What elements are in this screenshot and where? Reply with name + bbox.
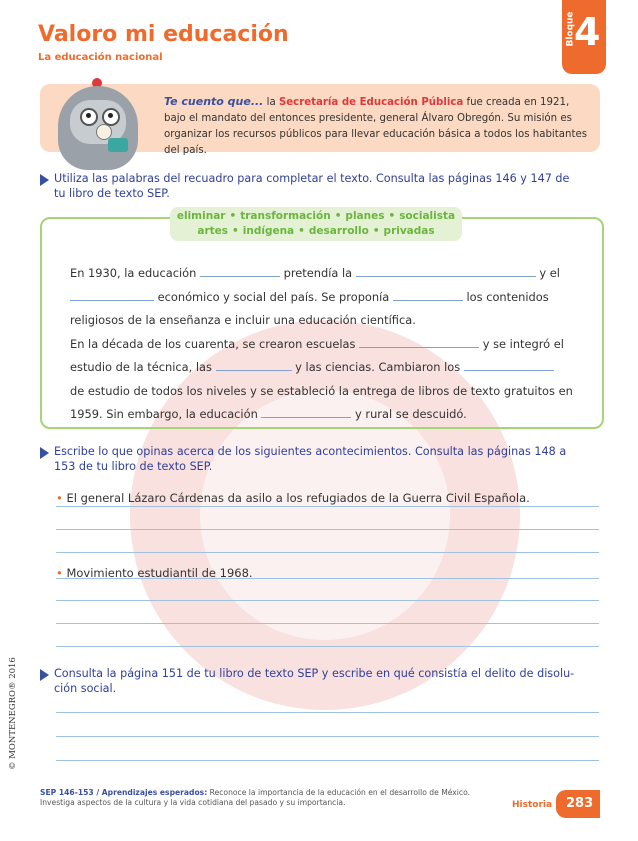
- write-line[interactable]: [56, 623, 599, 624]
- fill-line-3: religiosos de la enseñanza e incluir una educación científica.: [70, 313, 416, 327]
- blank-field[interactable]: [464, 370, 554, 371]
- word: transformación: [240, 210, 331, 222]
- write-line[interactable]: [56, 506, 599, 507]
- footer-line-1: [40, 788, 500, 798]
- text-segment: y el: [539, 266, 560, 280]
- word-separator: •: [334, 210, 342, 222]
- robot-pupil-left: [86, 113, 91, 118]
- word: eliminar: [176, 210, 226, 222]
- bullet-dot: •: [56, 566, 63, 580]
- activity3-instruction-line1: Consulta la página 151 de tu libro de texto SEP y escribe en qué consistía el delito de disolu-: [54, 667, 575, 680]
- event-text: El general Lázaro Cárdenas da asilo a los refugiados de la Guerra Civil Española.: [66, 491, 530, 505]
- footer-code: SEP 146-153 / Aprendizajes esperados:: [40, 788, 208, 797]
- event-item-1: [56, 491, 530, 505]
- word: desarrollo: [308, 225, 369, 237]
- intro-part2: fue creada en 1921, bajo el mandato del entonces presidente, general Álvaro Obregón. Su misión es organizar los recursos públicos para llevar educación básica a todos los habitantes del país.: [164, 97, 588, 156]
- text-segment: En la década de los cuarenta, se crearon escuelas: [70, 336, 356, 351]
- write-line[interactable]: [56, 578, 599, 579]
- arrow-icon: [40, 174, 49, 186]
- text-segment: 1959. Sin embargo, la educación: [70, 407, 258, 421]
- word: indígena: [242, 225, 295, 237]
- word-box: [170, 207, 462, 241]
- blank-field[interactable]: [356, 276, 536, 277]
- word-row-2: [170, 225, 462, 237]
- fill-line-7: [70, 403, 590, 427]
- text-segment: estudio de la técnica, las: [70, 360, 212, 374]
- word-row-1: [170, 210, 462, 222]
- fill-line-5: [70, 356, 590, 380]
- page-subtitle: La educación nacional: [38, 52, 163, 63]
- event-text: Movimiento estudiantil de 1968.: [66, 566, 253, 580]
- page-number: 283: [566, 796, 594, 811]
- text-segment: En 1930, la educación: [70, 266, 197, 280]
- word: planes: [345, 210, 385, 222]
- word-separator: •: [298, 225, 305, 237]
- subject-label: Historia: [512, 800, 553, 810]
- text-segment: y las ciencias. Cambiaron los: [295, 360, 461, 374]
- blank-field[interactable]: [216, 370, 292, 371]
- activity2-instruction-line2: 153 de tu libro de texto SEP.: [54, 460, 213, 473]
- robot-badge: [108, 138, 128, 152]
- write-line[interactable]: [56, 760, 599, 761]
- word-separator: •: [229, 210, 237, 222]
- fill-line-4: [70, 333, 590, 357]
- fill-text: [70, 262, 590, 427]
- blank-field[interactable]: [200, 276, 280, 277]
- fill-line-6: de estudio de todos los niveles y se estableció la entrega de libros de texto gratuitos en: [70, 383, 573, 398]
- intro-highlight: Secretaría de Educación Pública: [278, 97, 464, 108]
- fill-line-1: [70, 262, 590, 286]
- write-line[interactable]: [56, 712, 599, 713]
- word: artes: [197, 225, 229, 237]
- write-line[interactable]: [56, 736, 599, 737]
- footer-line-2: Investiga aspectos de la cultura y la vida cotidiana del pasado y su importancia.: [40, 798, 346, 807]
- word-separator: •: [232, 225, 239, 237]
- copyright-vertical: © MONTENEGRO® 2016: [8, 657, 18, 770]
- word-separator: •: [388, 210, 396, 222]
- fill-line-2: [70, 286, 590, 310]
- text-segment: económico y social del país. Se proponía: [157, 289, 390, 304]
- bloque-label: Bloque: [565, 11, 576, 47]
- footer-text: [40, 788, 500, 808]
- arrow-icon: [40, 447, 49, 459]
- write-line[interactable]: [56, 646, 599, 647]
- intro-lead: Te cuento que...: [164, 95, 264, 108]
- robot-pupil-right: [108, 113, 113, 118]
- blank-field[interactable]: [393, 300, 463, 301]
- bullet-dot: •: [56, 491, 63, 505]
- text-segment: los contenidos: [466, 289, 549, 304]
- activity1-instruction-line1: Utiliza las palabras del recuadro para completar el texto. Consulta las páginas 146 y 147 de: [54, 172, 570, 185]
- page-title: Valoro mi educación: [38, 22, 289, 47]
- blank-field[interactable]: [359, 347, 479, 348]
- text-segment: y rural se descuidó.: [355, 407, 467, 421]
- activity2-instruction-line1: Escribe lo que opinas acerca de los siguientes acontecimientos. Consulta las páginas 148 a: [54, 445, 567, 458]
- write-line[interactable]: [56, 552, 599, 553]
- activity3-instruction-line2: ción social.: [54, 682, 117, 695]
- word: privadas: [383, 225, 435, 237]
- text-segment: pretendía la: [283, 266, 353, 280]
- word-separator: •: [372, 225, 380, 237]
- activity1-instruction-line2: tu libro de texto SEP.: [54, 187, 170, 200]
- write-line[interactable]: [56, 529, 599, 530]
- blank-field[interactable]: [261, 417, 351, 418]
- intro-part1: la: [266, 97, 279, 108]
- footer-text1: Reconoce la importancia de la educación en el desarrollo de México.: [207, 788, 471, 797]
- bloque-number: 4: [574, 10, 601, 54]
- write-line[interactable]: [56, 600, 599, 601]
- arrow-icon: [40, 669, 49, 681]
- blank-field[interactable]: [70, 300, 154, 301]
- word: socialista: [399, 210, 456, 222]
- text-segment: y se integró el: [482, 336, 564, 351]
- intro-text: [164, 94, 590, 159]
